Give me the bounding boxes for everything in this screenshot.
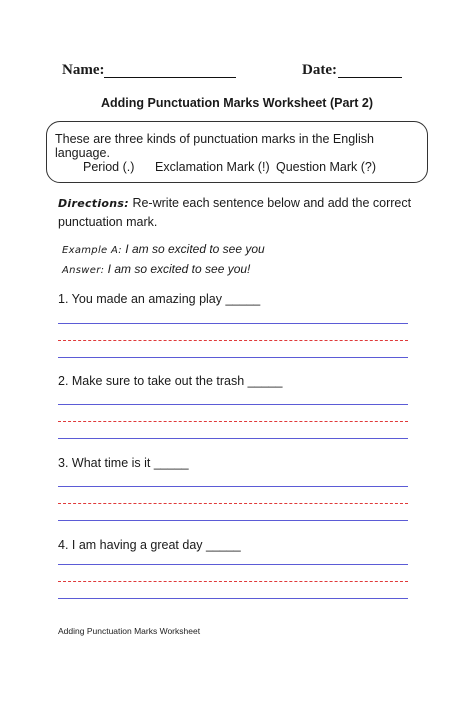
mark-period: Period (.) (83, 160, 135, 174)
example-a (62, 242, 265, 256)
question-1: 1. You made an amazing play _____ (58, 292, 261, 306)
answer-label: Answer: (62, 265, 105, 276)
mark-question: Question Mark (?) (276, 160, 377, 174)
example-a-label: Example A: (62, 245, 122, 256)
writing-line-dashed (58, 581, 408, 582)
writing-line-dashed (58, 340, 408, 341)
question-2: 2. Make sure to take out the trash _____ (58, 374, 283, 388)
answer-text: I am so excited to see you! (104, 262, 251, 276)
writing-line-solid[interactable] (58, 357, 408, 358)
info-box (46, 121, 428, 183)
writing-line-solid[interactable] (58, 486, 408, 487)
worksheet-title: Adding Punctuation Marks Worksheet (Part 2) (100, 96, 374, 110)
directions-text: Re-write each sentence below and add the correct punctuation mark. (58, 196, 412, 229)
footer-text: Adding Punctuation Marks Worksheet (58, 626, 201, 636)
writing-line-dashed (58, 503, 408, 504)
mark-exclamation: Exclamation Mark (!) (155, 160, 270, 174)
question-3: 3. What time is it _____ (58, 456, 189, 470)
writing-line-solid[interactable] (58, 564, 408, 565)
writing-line-solid[interactable] (58, 323, 408, 324)
directions (58, 194, 418, 232)
date-label: Date: (302, 62, 337, 78)
info-box-text: These are three kinds of punctuation marks in the English language. (55, 132, 374, 160)
name-label: Name: (62, 62, 105, 78)
writing-line-dashed (58, 421, 408, 422)
writing-line-solid[interactable] (58, 404, 408, 405)
writing-line-solid[interactable] (58, 520, 408, 521)
writing-line-solid[interactable] (58, 438, 408, 439)
writing-line-solid[interactable] (58, 598, 408, 599)
date-blank-line (338, 77, 402, 78)
question-4: 4. I am having a great day _____ (58, 538, 241, 552)
directions-label: Directions: (58, 197, 129, 210)
example-answer (62, 262, 250, 276)
name-blank-line (104, 77, 236, 78)
example-a-text: I am so excited to see you (121, 242, 265, 256)
header-row (62, 62, 412, 84)
